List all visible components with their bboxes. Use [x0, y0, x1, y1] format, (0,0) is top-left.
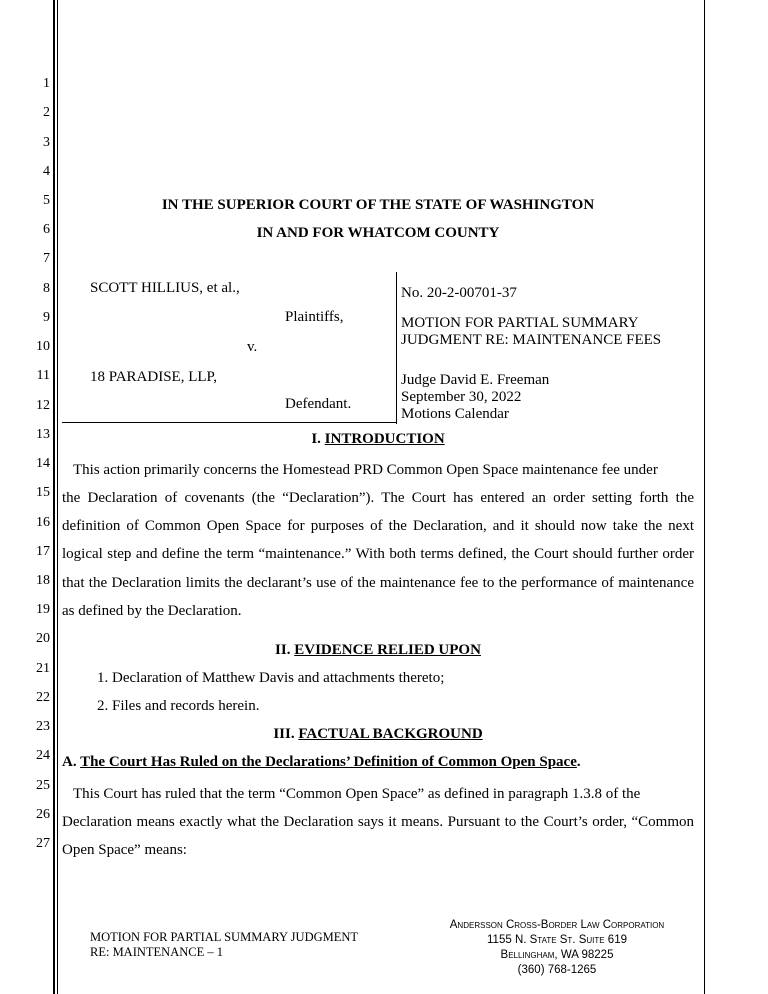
line-number: 18 [36, 572, 50, 588]
line-number: 24 [36, 748, 50, 764]
fact-first-line: This Court has ruled that the term “Common Open Space” as defined in paragraph 1.3.8 of the [73, 786, 641, 802]
line-number: 9 [43, 309, 50, 325]
case-number: No. 20-2-00701-37 [401, 285, 517, 301]
line-number: 21 [36, 660, 50, 676]
right-margin-rule [704, 0, 705, 994]
section-heading-factual-background [60, 726, 696, 743]
versus: v. [247, 339, 258, 355]
left-margin-rule-inner [57, 0, 58, 994]
hearing-date: September 30, 2022 [401, 389, 522, 405]
line-number: 8 [43, 280, 50, 296]
line-number: 12 [36, 397, 50, 413]
court-name: IN THE SUPERIOR COURT OF THE STATE OF WASHINGTON [161, 197, 595, 213]
subsection-letter: A. [62, 754, 81, 770]
intro-paragraph: the Declaration of covenants (the “Declaration”). The Court has entered an order setting forth the definition of Common Open Space for purposes of the Declaration, and it should now take the next logical step and define the term “maintenance.” With both terms defined, the Court should further order that the Declaration limits the declarant’s use of the maintenance fee to the performance of maintenance as defined by the Declaration. [62, 490, 694, 619]
fact-paragraph: Declaration means exactly what the Declaration says it means. Pursuant to the Court’s order, “Common Open Space” means: [62, 814, 694, 859]
line-number: 25 [36, 777, 50, 793]
line-number: 23 [36, 719, 50, 735]
section-number: III. [273, 726, 299, 742]
line-number: 26 [36, 806, 50, 822]
subsection-period: . [576, 754, 581, 770]
evidence-item-2: 2. Files and records herein. [97, 698, 260, 714]
line-number: 4 [43, 163, 50, 179]
line-number: 11 [36, 368, 50, 384]
line-number: 16 [36, 514, 50, 530]
firm-phone: (360) 768-1265 [517, 964, 597, 976]
firm-address: 1155 N. State St. Suite 619 [487, 934, 627, 946]
firm-city: Bellingham, WA 98225 [500, 949, 614, 961]
section-title: FACTUAL BACKGROUND [298, 726, 483, 742]
line-number: 14 [36, 456, 50, 471]
line-number: 20 [36, 631, 50, 647]
line-number: 13 [36, 426, 50, 442]
firm-name: Andersson Cross-Border Law Corporation [449, 919, 665, 931]
caption-divider-horizontal [62, 422, 397, 423]
section-number: I. [311, 431, 325, 447]
intro-first-line: This action primarily concerns the Homestead PRD Common Open Space maintenance fee under [73, 462, 658, 478]
line-number: 6 [43, 222, 50, 238]
section-title: INTRODUCTION [324, 431, 445, 447]
section-number: II. [275, 642, 295, 658]
footer-title-line2: RE: MAINTENANCE – 1 [90, 945, 223, 959]
defendant-name: 18 PARADISE, LLP, [90, 369, 217, 385]
motion-title-line1: MOTION FOR PARTIAL SUMMARY [401, 315, 639, 331]
plaintiff-name: SCOTT HILLIUS, et al., [90, 280, 240, 296]
line-number: 2 [43, 105, 50, 121]
section-heading-evidence [60, 642, 696, 659]
evidence-item-1: 1. Declaration of Matthew Davis and attachments thereto; [97, 670, 445, 686]
left-margin-rule-outer [53, 0, 55, 994]
footer-title-line1: MOTION FOR PARTIAL SUMMARY JUDGMENT [90, 930, 359, 944]
line-number: 1 [43, 76, 50, 91]
line-number: 17 [36, 543, 50, 559]
plaintiff-role: Plaintiffs, [285, 309, 344, 325]
caption-divider-vertical [396, 272, 397, 424]
line-number: 10 [36, 339, 50, 355]
court-county: IN AND FOR WHATCOM COUNTY [256, 225, 500, 241]
section-title: EVIDENCE RELIED UPON [294, 642, 481, 658]
line-number: 15 [36, 485, 50, 501]
line-number: 19 [36, 602, 50, 618]
line-number: 27 [36, 836, 50, 851]
defendant-role: Defendant. [285, 396, 352, 412]
calendar: Motions Calendar [401, 406, 509, 422]
line-number: 22 [36, 689, 50, 705]
line-number: 7 [43, 251, 50, 267]
subsection-title: The Court Has Ruled on the Declarations’ Definition of Common Open Space [80, 754, 577, 770]
motion-title-line2: JUDGMENT RE: MAINTENANCE FEES [401, 332, 662, 348]
line-number: 3 [43, 134, 50, 150]
section-heading-introduction [60, 431, 696, 448]
subsection-heading-a [62, 754, 581, 771]
line-number: 5 [43, 192, 50, 208]
firm-info [412, 918, 702, 978]
judge-name: Judge David E. Freeman [401, 372, 550, 388]
